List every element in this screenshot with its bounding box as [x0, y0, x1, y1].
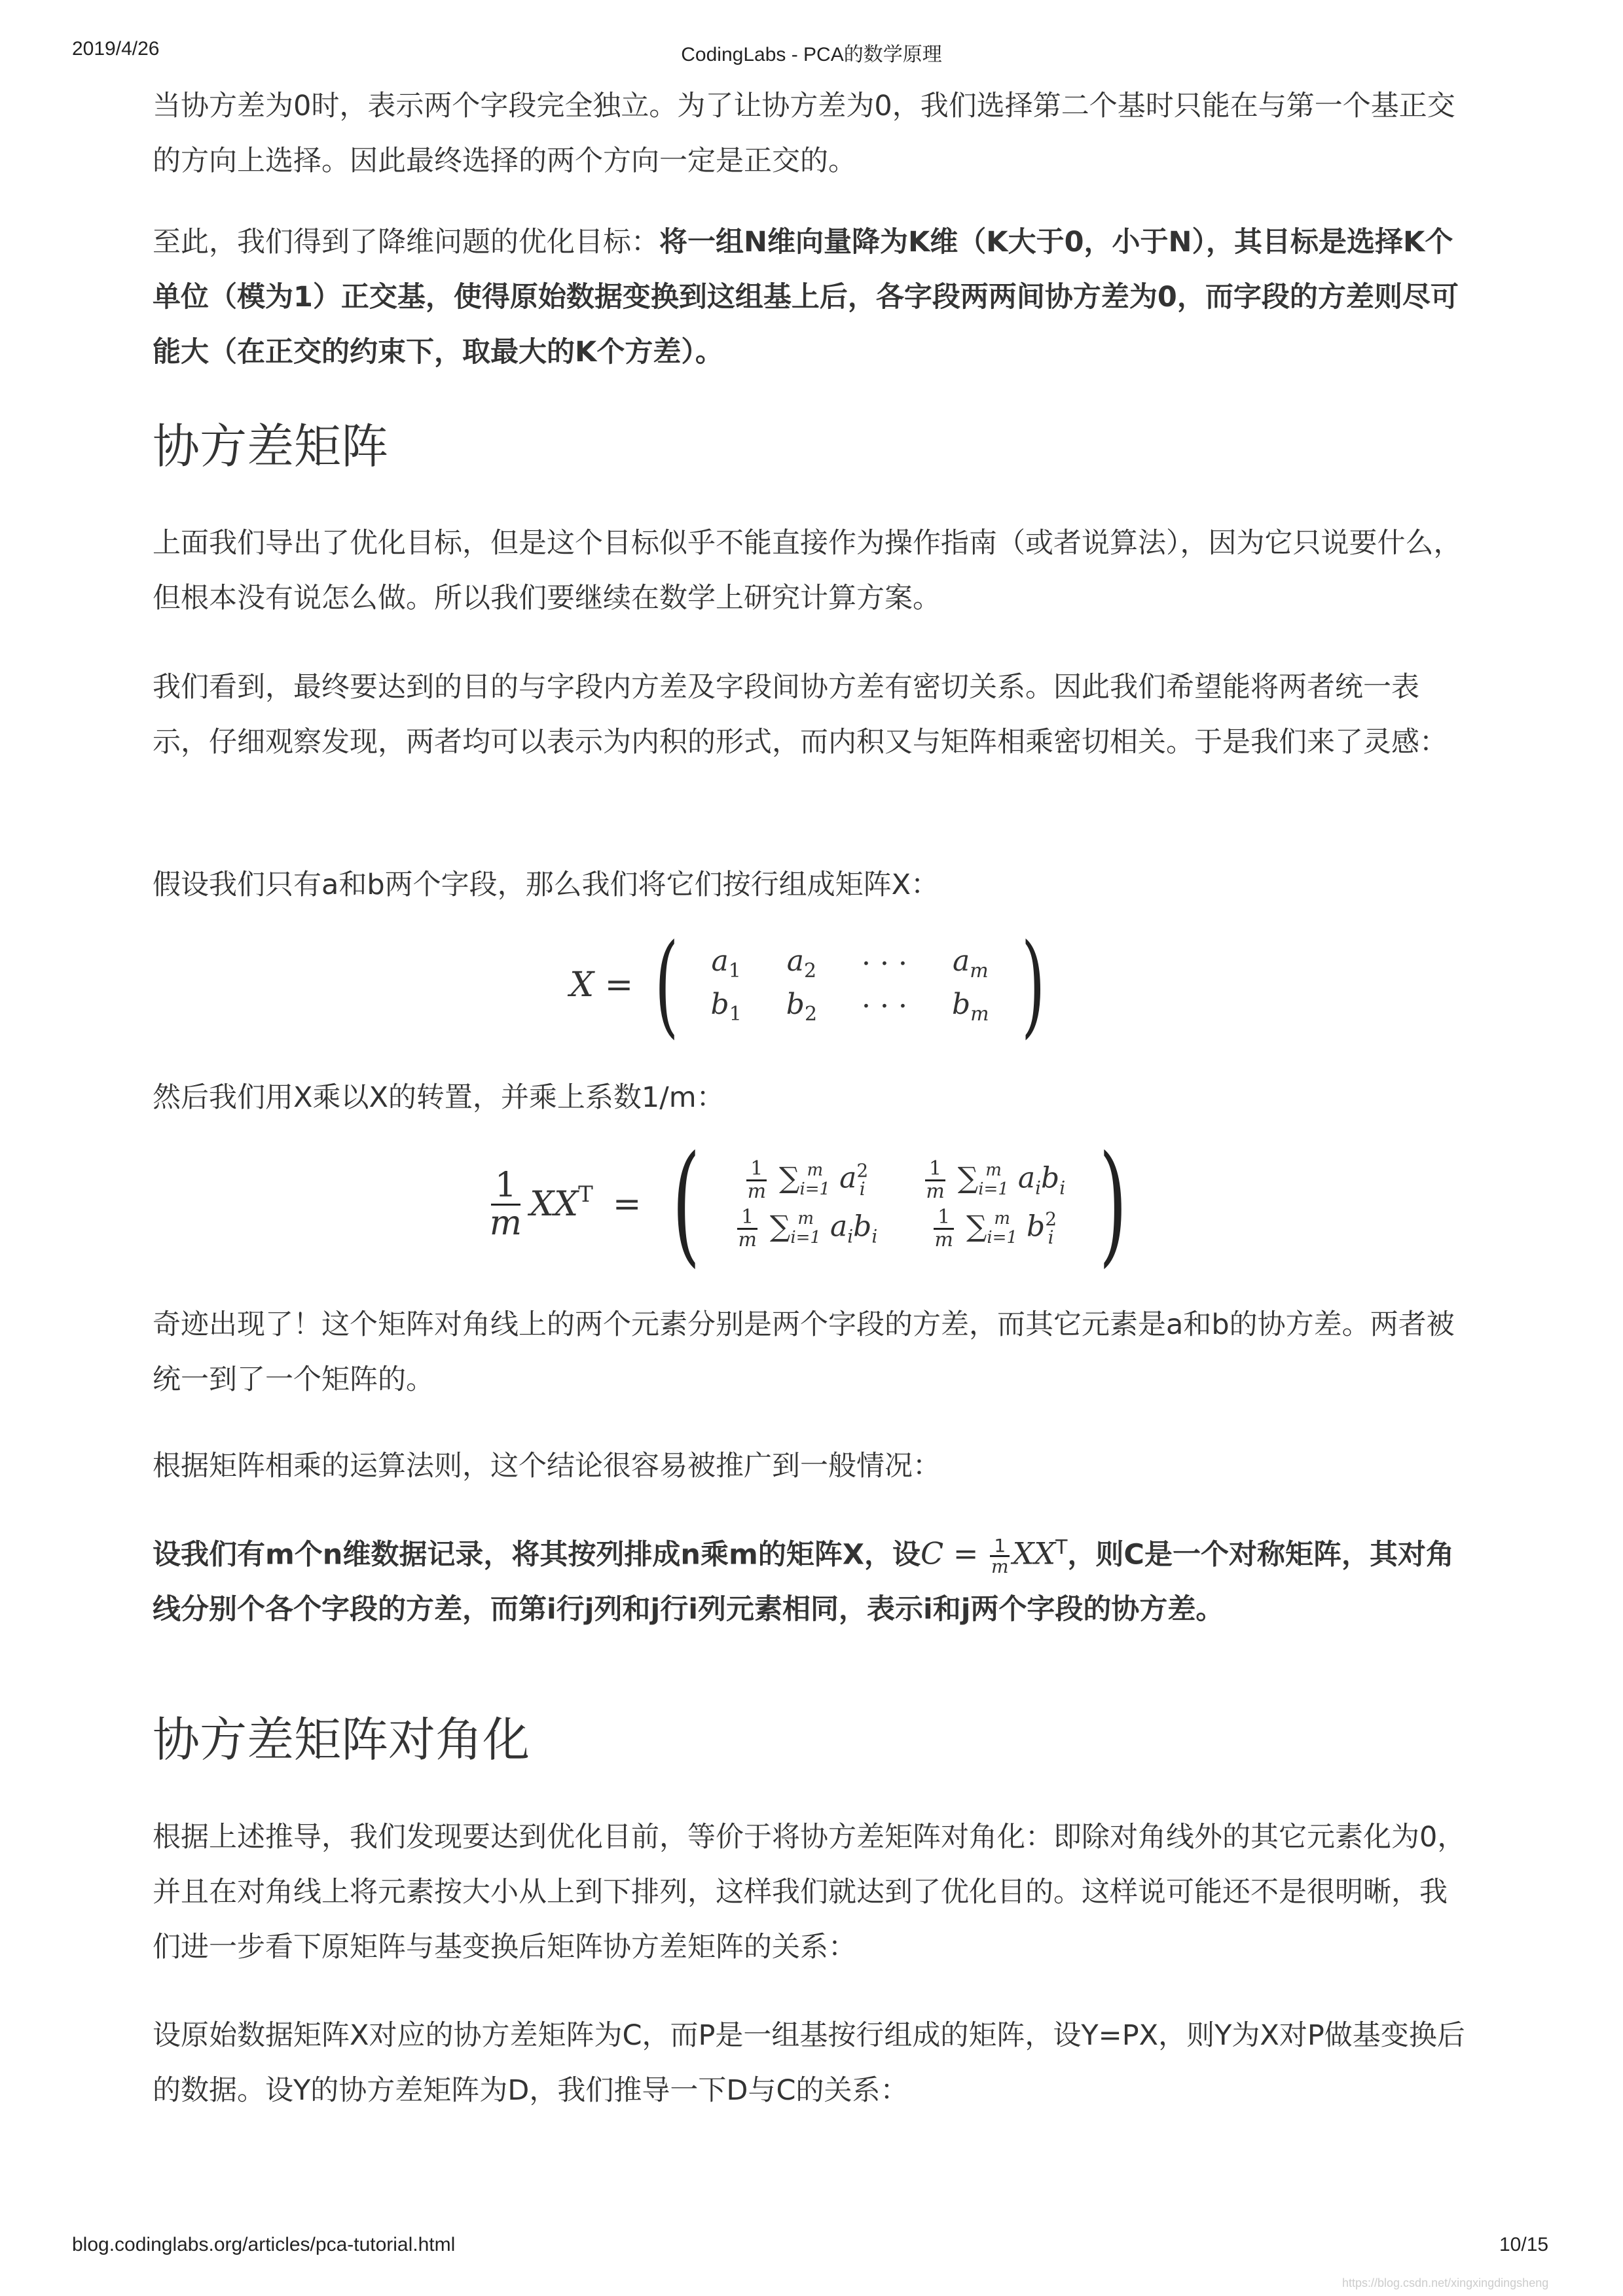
formula1-matrix: $a_1$ $a_2$ · · · $a_m$ $b_1$ $b_2$ · · · $b_m$ [710, 944, 989, 1026]
formula2-coefficient: $\frac{1}{m}$ [489, 1165, 522, 1243]
paragraph-orthogonal: 当协方差为0时，表示两个字段完全独立。为了让协方差为0，我们选择第二个基时只能在与第一个基正交的方向上选择。因此最终选择的两个方向一定是正交的。 [153, 90, 1455, 177]
paragraph-generalize: 根据矩阵相乘的运算法则，这个结论很容易被推广到一般情况： [153, 1450, 941, 1482]
general-bold-1: 设我们有m个n维数据记录，将其按列排成n乘m的矩阵X，设 [153, 1538, 921, 1571]
formula2-right-paren: ) [1099, 1128, 1127, 1280]
goal-bold: 将一组N维向量降为K维（K大于0，小于N），其目标是选择K个单位（模为1）正交基，使得原始数据变换到这组基上后，各字段两两间协方差为0，而字段的方差则尽可能大（在正交的约束下，取最大的K个方差）。 [153, 226, 1459, 368]
general-math-xxt: XX [1012, 1535, 1056, 1571]
heading-covariance-matrix: 协方差矩阵 [153, 419, 389, 474]
paragraph-optimization-goal [153, 215, 1472, 380]
paragraph-relation: 设原始数据矩阵X对应的协方差矩阵为C，而P是一组基按行组成的矩阵，设Y=PX，则Y为X对P做基变换后的数据。设Y的协方差矩阵为D，我们推导一下D与C的关系： [153, 2019, 1465, 2107]
formula1-left-paren: ( [655, 920, 679, 1050]
general-bold-2: ，则C是一个对称矩阵，其对角线分别个各个字段的方差，而第i行j列和j行i列元素相同，表示i和j两个字段的协方差。 [153, 1538, 1454, 1626]
formula-matrix-x [153, 920, 1472, 1050]
formula2-cell-22: $\frac{1}{m}$ ∑ m i=1 b 2 i [934, 1206, 1057, 1251]
header-title: CodingLabs - PCA的数学原理 [681, 44, 942, 65]
footer-url: blog.codinglabs.org/articles/pca-tutorial.html [72, 2234, 456, 2255]
formula2-xxt: XX [530, 1185, 579, 1224]
paragraph-inspiration: 我们看到，最终要达到的目的与字段内方差及字段间协方差有密切关系。因此我们希望能将两者统一表示，仔细观察发现，两者均可以表示为内积的形式，而内积又与矩阵相乘密切相关。于是我们来了灵感： [153, 671, 1448, 759]
footer-page-number: 10/15 [1499, 2234, 1549, 2255]
paragraph-derive-goal: 上面我们导出了优化目标，但是这个目标似乎不能直接作为操作指南（或者说算法），因为它只说要什么，但根本没有说怎么做。所以我们要继续在数学上研究计算方案。 [153, 527, 1462, 615]
header-date: 2019/4/26 [72, 38, 160, 60]
goal-lead: 至此，我们得到了降维问题的优化目标： [153, 226, 659, 259]
watermark: https://blog.csdn.net/xingxingdingsheng [1342, 2276, 1549, 2289]
paragraph-matrix-x: 假设我们只有a和b两个字段，那么我们将它们按行组成矩阵X： [153, 869, 939, 901]
formula2-matrix [712, 1156, 1087, 1253]
paragraph-general-case: 设我们有m个n维数据记录，将其按列排成n乘m的矩阵X，设C = $\frac{1}{m}$ $XX^T$，则C是一个对称矩阵，其对角线分别个各个字段的方差，而第i行j列和j行i列元素相同，表示i和j两个字段的协方差。 [153, 1534, 1454, 1626]
general-math-frac: $\frac{1}{m}$ [991, 1534, 1009, 1578]
paragraph-transpose: 然后我们用X乘以X的转置，并乘上系数1/m： [153, 1081, 725, 1114]
paragraph-miracle: 奇迹出现了！这个矩阵对角线上的两个元素分别是两个字段的方差，而其它元素是a和b的协方差。两者被统一到了一个矩阵的。 [153, 1308, 1455, 1396]
general-math-c: C = [921, 1535, 979, 1571]
formula2-left-paren: ( [672, 1128, 701, 1280]
formula2-cell-11: $\frac{1}{m}$ ∑ m i=1 a 2 i [747, 1157, 869, 1203]
formula1-right-paren: ) [1021, 920, 1046, 1050]
heading-diagonalization: 协方差矩阵对角化 [153, 1712, 530, 1767]
formula2-cell-21: $\frac{1}{m}$ ∑ m i=1 $a_ib_i$ [738, 1206, 878, 1251]
formula1-lhs: X = [570, 965, 634, 1005]
paragraph-diagonalize: 根据上述推导，我们发现要达到优化目前，等价于将协方差矩阵对角化：即除对角线外的其它元素化为0，并且在对角线上将元素按大小从上到下排列，这样我们就达到了优化目的。这样说可能还不是很明晰，我们进一步看下原矩阵与基变换后矩阵协方差矩阵的关系： [153, 1821, 1466, 1964]
formula2-cell-12: $\frac{1}{m}$ ∑ m i=1 $a_ib_i$ [926, 1157, 1066, 1203]
formula-covariance: $\frac{1}{m}$ XX T = ( $\frac{1}{m}$ ∑ m i=1 a 2 i $\frac{1}{m}$ ∑ m i=1 $a_ib_i$ $\frac{1}{m}$ ∑ m i=1 $a_ib_i$ $\frac{1}{m}$ ∑ m i=1 b 2 i ) [153, 1139, 1472, 1270]
